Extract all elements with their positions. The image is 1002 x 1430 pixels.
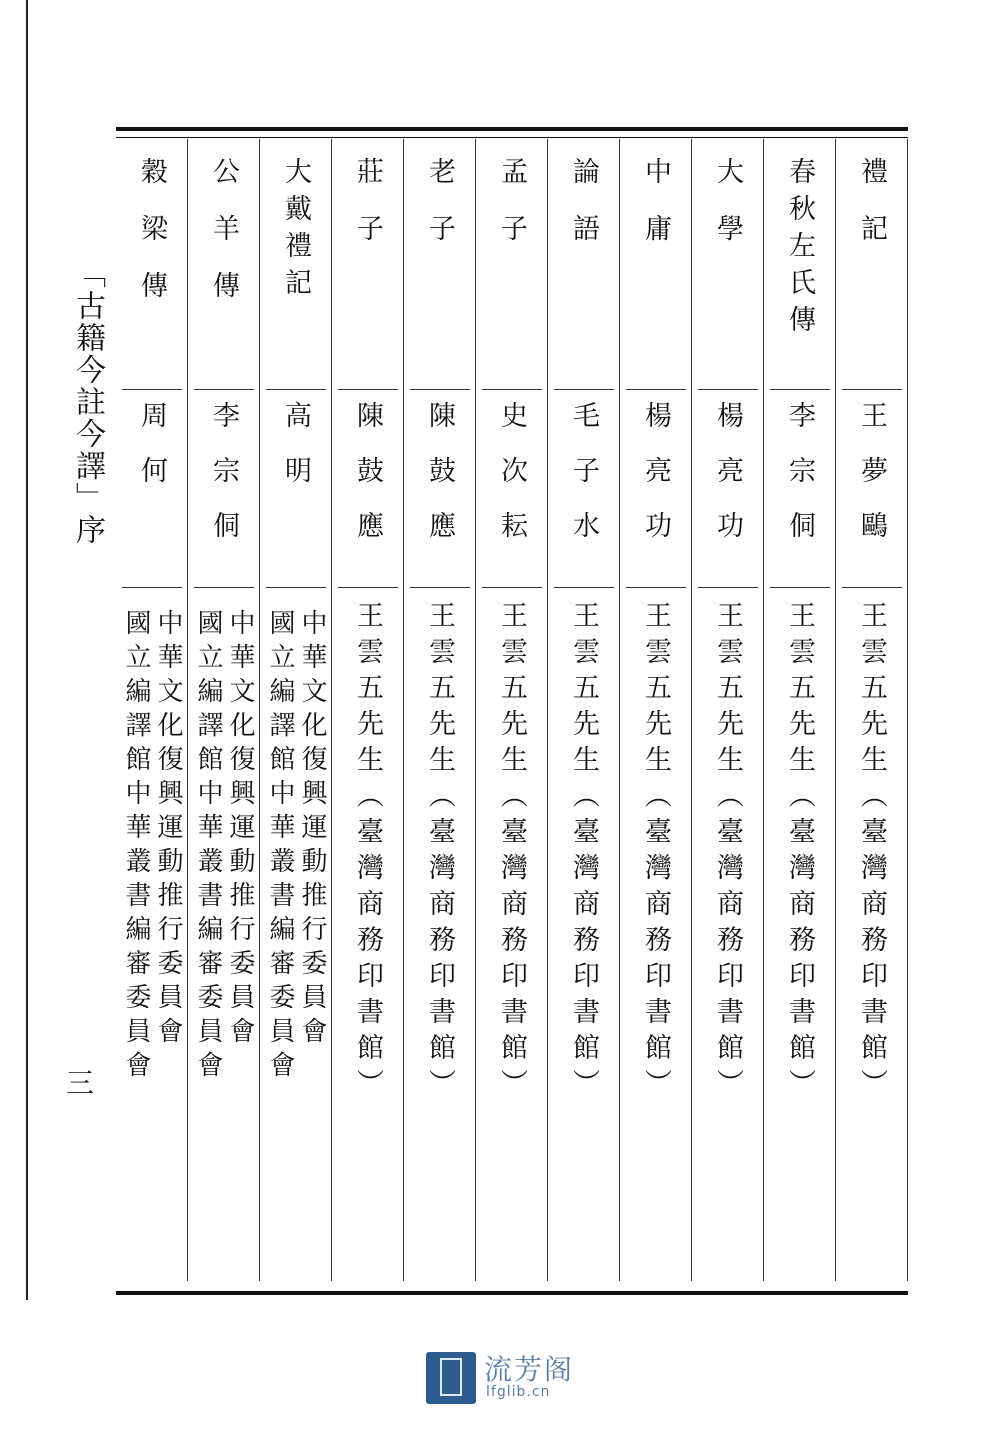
book-publisher: 王雲五先生（臺灣商務印書館） (352, 601, 383, 1105)
table-column (476, 139, 548, 1281)
table-top-thin-rule (116, 137, 908, 138)
book-author: 陳鼓應 (352, 401, 383, 566)
table-column (692, 139, 764, 1281)
table-column (260, 139, 332, 1281)
book-icon (426, 1352, 476, 1404)
table-column (116, 139, 188, 1281)
table-column (836, 139, 908, 1281)
book-publisher: 王雲五先生（臺灣商務印書館） (568, 601, 599, 1105)
row-divider (122, 587, 182, 588)
row-divider (698, 587, 758, 588)
book-publisher-line: 國立編譯館中華叢書編審委員會 (121, 609, 151, 1085)
book-author: 陳鼓應 (424, 401, 455, 566)
row-divider (194, 587, 254, 588)
row-divider (338, 389, 398, 390)
book-author: 史次耘 (496, 401, 527, 566)
book-publisher-line: 國立編譯館中華叢書編審委員會 (265, 609, 295, 1085)
book-publisher: 王雲五先生（臺灣商務印書館） (784, 601, 815, 1105)
book-title: 穀梁傳 (136, 157, 167, 328)
book-author: 高明 (280, 401, 311, 511)
book-author: 楊亮功 (640, 401, 671, 566)
row-divider (482, 389, 542, 390)
book-publisher-line: 中華文化復興運動推行委員會 (225, 609, 255, 1051)
watermark-logo (426, 1348, 576, 1408)
book-title: 公羊傳 (208, 157, 239, 328)
book-publisher-line: 中華文化復興運動推行委員會 (297, 609, 327, 1051)
book-publisher: 王雲五先生（臺灣商務印書館） (712, 601, 743, 1105)
table-column (188, 139, 260, 1281)
table-column (404, 139, 476, 1281)
book-title: 大戴禮記 (280, 157, 311, 305)
page-edge-line (26, 0, 28, 1300)
book-publisher (120, 609, 184, 1269)
book-publisher-line: 國立編譯館中華叢書編審委員會 (193, 609, 223, 1085)
book-title: 孟子 (496, 157, 527, 271)
row-divider (410, 389, 470, 390)
row-divider (410, 587, 470, 588)
book-author: 楊亮功 (712, 401, 743, 566)
row-divider (194, 389, 254, 390)
book-publisher (264, 609, 328, 1269)
book-author: 李宗侗 (208, 401, 239, 566)
table-column (332, 139, 404, 1281)
row-divider (626, 389, 686, 390)
watermark-text-en: lfglib.cn (486, 1384, 551, 1400)
row-divider (266, 389, 326, 390)
book-author: 周何 (136, 401, 167, 511)
book-publisher: 王雲五先生（臺灣商務印書館） (424, 601, 455, 1105)
row-divider (554, 389, 614, 390)
table-bottom-rule (116, 1291, 908, 1295)
book-publisher: 王雲五先生（臺灣商務印書館） (856, 601, 887, 1105)
book-publisher-line: 中華文化復興運動推行委員會 (153, 609, 183, 1051)
book-title: 春秋左氏傳 (784, 157, 815, 342)
row-divider (122, 389, 182, 390)
book-title: 老子 (424, 157, 455, 271)
row-divider (770, 389, 830, 390)
table-column (620, 139, 692, 1281)
row-divider (338, 587, 398, 588)
table-column (548, 139, 620, 1281)
book-publisher (192, 609, 256, 1269)
row-divider (482, 587, 542, 588)
row-divider (842, 389, 902, 390)
book-publisher: 王雲五先生（臺灣商務印書館） (640, 601, 671, 1105)
book-author: 毛子水 (568, 401, 599, 566)
catalog-table (116, 127, 908, 1295)
book-title: 中庸 (640, 157, 671, 271)
watermark-text-cn: 流芳阁 (484, 1353, 575, 1386)
book-title: 論語 (568, 157, 599, 271)
row-divider (770, 587, 830, 588)
book-title: 莊子 (352, 157, 383, 271)
book-title: 大學 (712, 157, 743, 271)
page-number: 三 (62, 1068, 95, 1096)
row-divider (698, 389, 758, 390)
row-divider (842, 587, 902, 588)
table-column (764, 139, 836, 1281)
book-author: 李宗侗 (784, 401, 815, 566)
running-title: 「古籍今註今譯」序 (70, 258, 105, 546)
book-title: 禮記 (856, 157, 887, 271)
row-divider (554, 587, 614, 588)
row-divider (266, 587, 326, 588)
book-author: 王夢鷗 (856, 401, 887, 566)
row-divider (626, 587, 686, 588)
table-top-rule (116, 127, 908, 131)
book-publisher: 王雲五先生（臺灣商務印書館） (496, 601, 527, 1105)
